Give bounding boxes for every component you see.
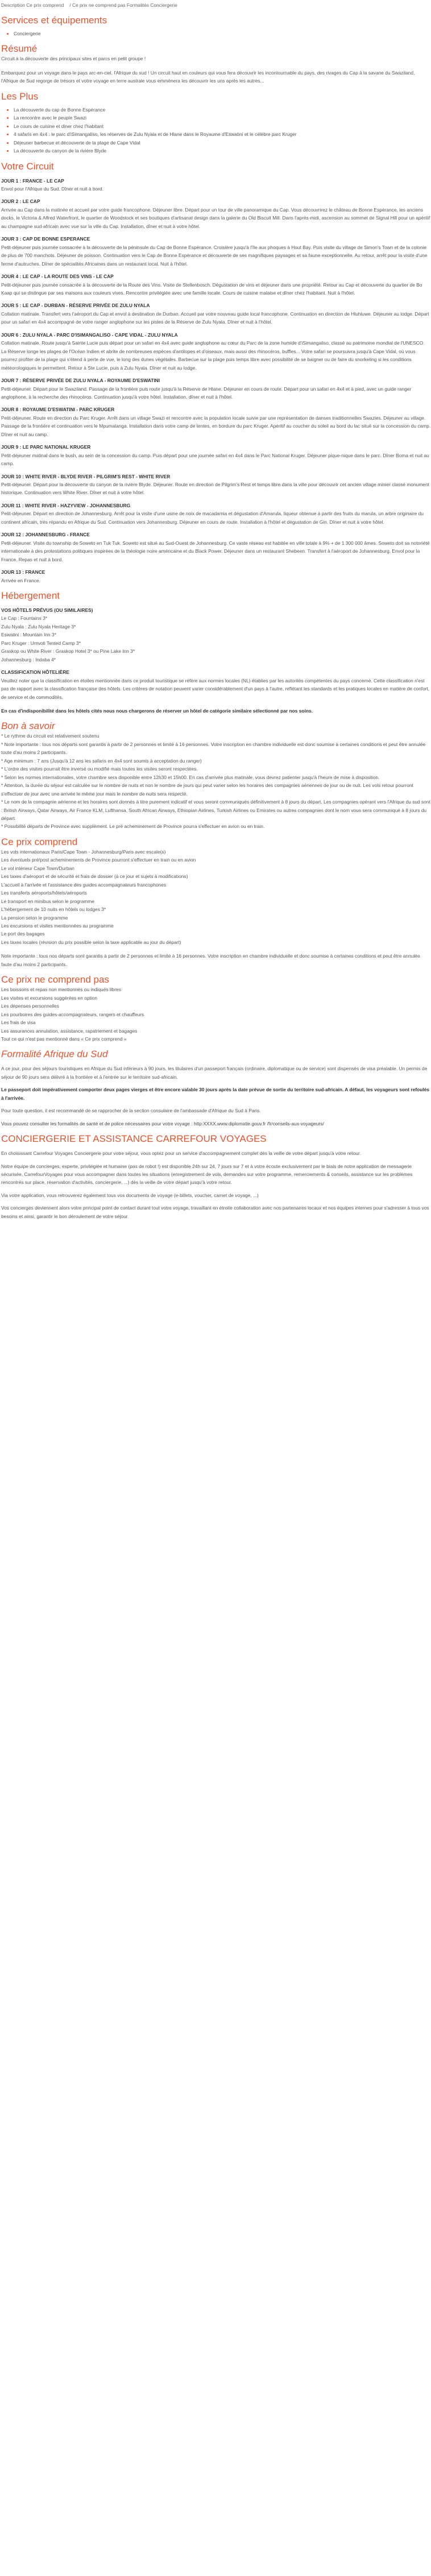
prix-ne-comprend-pas-list — [0, 985, 431, 1043]
itinerary — [0, 177, 431, 585]
day-title: JOUR 6 : ZULU NYALA - PARC D'ISIMANGALISO - CAPE VIDAL - ZULU NYALA — [1, 332, 178, 338]
day-title: JOUR 13 : FRANCE — [1, 569, 45, 575]
excluded-item: Les frais de visa — [1, 1020, 36, 1026]
services-title: Services et équipements — [1, 15, 107, 26]
day-title: JOUR 7 : RÉSERVE PRIVÉE DE ZULU NYALA - ROYAUME D'ESWATINI — [1, 378, 160, 384]
formalite-link[interactable]: Vous pouvez consulter les formalités de santé et de police nécessaires pour votre voyage : http:XXXX.www.diplomatie.gouv.fr /fr/conseils-aux-voyageurs/ — [1, 1120, 324, 1127]
day-4 — [1, 272, 431, 297]
included-item: L'accueil à l'arrivée et l'assistance des guides accompagnateurs francophones — [1, 881, 167, 888]
prix-comprend-title: Ce prix comprend — [1, 836, 78, 847]
day-11 — [1, 502, 431, 526]
day-7 — [1, 376, 431, 401]
hotel-item: Zulu Nyala : Zulu Nyala Heritage 3* — [1, 623, 76, 629]
plus-list — [0, 106, 431, 155]
day-3 — [1, 235, 431, 268]
day-13 — [1, 568, 431, 585]
day-desc: Petit-déjeuner. Route en direction du Parc Kruger. Arrêt dans un village Swazi et rencontre avec la population locale suivie par une représentation de danses traditionnelles Swazies. Déjeuner au village. Passage de la frontière et continuation vers le Mpumalanga. Installation dans votre camp de tentes, en bordure du parc Kruger. Apéritif au coucher du soleil au bord du lac situé sur la concession du camp. Dîner et nuit au camp. — [1, 415, 431, 437]
plus-item: • La rencontre avec le peuple Swazi — [14, 114, 431, 122]
day-desc: Petit-déjeuner. Départ en direction de Johannesburg. Arrêt pour la visite d'une usine de noix de macadamia et dégustation d'Amarula, liqueur obtenue à partir des fruits du marula, un arbre originaire du continent africain, très répandu en Afrique du Sud. Continuation vers Johannesburg. Déjeuner en cours de route. Installation à l'hôtel et dégustation de Gin. Dîner et nuit à votre hôtel. — [1, 511, 424, 525]
day-1 — [1, 177, 431, 193]
excluded-item: Les pourboires des guides-accompagnateurs, rangers et chauffeurs — [1, 1011, 144, 1017]
included-item: Le port des bagages — [1, 931, 45, 937]
plus-item: • Déjeuner barbecue et découverte de la plage de Cape Vidal — [14, 139, 431, 147]
excluded-item: Tout ce qui n'est pas mentionné dans « Ce prix comprend » — [1, 1036, 127, 1042]
conciergerie-p2: Notre équipe de concierges, experte, privilégiée et humaine (pas de robot !) est disponible 24h sur 24, 7 jours sur 7 et à votre écoute exclusivement par le biais de notre application de messagerie sécurisée, CarrefourVoyages pour vous accompagner dans toutes les situations (enregistrement de vols, demandes sur votre programme, remerciements & conseils, assistance sur les problèmes rencontrés sur place, réservation d'activités, conciergerie, ...) dès la veille de votre départ jusqu'à votre retour. — [1, 1163, 413, 1186]
excluded-item: Les assurances annulation, assistance, rapatriement et bagages — [1, 1028, 138, 1034]
plus-item: • Le cours de cuisine et diner chez l'habitant — [14, 122, 431, 130]
excluded-item: Les boissons et repas non mentionnés ou indiqués libres — [1, 987, 121, 993]
day-8 — [1, 405, 431, 438]
day-title: JOUR 11 : WHITE RIVER - HAZYVIEW - JOHANNESBURG — [1, 502, 131, 508]
included-item: Le transport en minibus selon le programme — [1, 898, 94, 904]
day-desc: Petit-déjeuner puis journée consacrée à la découverte de la péninsule du Cap de Bonne Espérance. Croisière jusqu'à l'île aux phoques à Hout Bay. Puis visite du village de Simon's Town et de la colonie de plus de 700 manchots. Déjeuner de poisson. Continuation vers le Cap de Bonne Espérance et découverte de ses magnifiques paysages et sa faune exceptionnelle. Au retour, arrêt pour la visite d'une ferme d'autruches. Dîner de spécialités Africaines dans un restaurant local. Nuit à l'hôtel. — [1, 244, 428, 267]
hebergement-title: Hébergement — [1, 590, 60, 602]
services-item: • Conciergerie — [14, 30, 431, 38]
included-item: Les éventuels pré/post acheminements de Province pourront s'effectuer en train ou en avion — [1, 857, 196, 863]
day-title: JOUR 2 : LE CAP — [1, 198, 40, 205]
conciergerie-block — [0, 1149, 431, 1220]
included-item: Les taxes d'aéroport et de sécurité et frais de dossier (à ce jour et sujets à modifications) — [1, 873, 188, 880]
plus-item: • 4 safaris en 4x4 : le parc d'iSimangaliso, les réserves de Zulu Nyala et de Hlane dans le Royaume d'Eswatini et le célèbre parc Kruger — [14, 130, 431, 138]
day-title: JOUR 5 : LE CAP - DURBAN - RÉSERVE PRIVÉE DE ZULU NYALA — [1, 303, 150, 309]
plus-title: Les Plus — [1, 90, 39, 102]
day-title: JOUR 10 : WHITE RIVER - BLYDE RIVER - PILGRIM'S REST - WHITE RIVER — [1, 473, 171, 479]
included-item: L'hébergement de 10 nuits en hôtels ou lodges 3* — [1, 906, 106, 913]
day-desc: Arrivée au Cap dans la matinée et accueil par votre guide francophone. Déjeuner libre. Départ pour un tour de ville panoramique du Cap. Vous découvrirez le château de Bonne Espérance, les anciens docks, le Victoria & Alfred Waterfront, le quartier de Woodstock et ses boutiques d'artisanat design dans la galerie du Old Biscuit Mill. Dans l'après-midi, ascension au sommet de Signal Hill pour un apéritif au champagne sud-africain avec vue sur la ville du Cap. Installation, dîner et nuit à votre hôtel. — [1, 206, 430, 229]
day-title: JOUR 3 : CAP DE BONNE ESPERANCE — [1, 236, 90, 242]
hotel-item: Eswatini : Mountain Inn 3* — [1, 632, 56, 638]
hotel-item: Graskop ou White River : Graskop Hotel 3* ou Pine Lake Inn 3* — [1, 648, 135, 655]
info-line: * L'ordre des visites pourrait être inversé ou modifié mais toutes les visites seront respectées. — [1, 766, 198, 772]
day-12 — [1, 531, 431, 564]
resume-text: Embarquez pour un voyage dans le pays arc-en-ciel, l'Afrique du sud ! Un circuit haut en couleurs qui vous fera découvrir les incontournable du pays, des rivages du Cap à la savane du Swaziland, l'Afrique de Sud regorge de trésors et votre voyage en terre australe vous emmènera les découvrir les uns après les autres... — [1, 69, 415, 84]
services-list — [0, 30, 431, 38]
day-title: JOUR 12 : JOHANNESBURG - FRANCE — [1, 532, 90, 538]
conciergerie-p3: Via votre application, vous retrouverez également tous vos documents de voyage (e-billets, voucher, carnet de voyage, ...) — [1, 1192, 259, 1198]
info-line: * Age minimum : 7 ans (Jusqu'à 12 ans les safaris en 4x4 sont soumis à acceptation du ranger) — [1, 757, 202, 764]
excluded-item: Les dépenses personnelles — [1, 1003, 59, 1009]
day-title: JOUR 9 : LE PARC NATIONAL KRUGER — [1, 444, 91, 450]
formalite-title: Formalité Afrique du Sud — [1, 1049, 108, 1060]
day-desc: Petit-déjeuner matinal dans le bush, au sein de la concession du camp. Puis départ pour une journée safari en 4x4 dans le Parc National Kruger. Déjeuner pique-nique dans le parc. Dîner Boma et nuit au camp. — [1, 452, 429, 467]
info-line: * Le nom de la compagnie aérienne et les horaires sont donnés à titre purement indicatif et vous seront communiqués définitivement à 8 jours du départ. Les compagnies opérant vers l'Afrique du sud sont : British Airways, Qatar Airways, Air France KLM, Lufthansa, South African Airways, Ethiopian Airlines, Turkish Airlines ou Emirates ou autres compagnies dont le nom vous sera communiqué à 8 jours du départ. — [1, 799, 430, 821]
included-item: La pension selon le programme — [1, 914, 68, 921]
formalite-p1: A ce jour, pour des séjours touristiques en Afrique du Sud inférieurs à 90 jours, les titulaires d'un passeport français (ordinaire, diplomatique ou de service) sont dispensés de visa préalable. Un permis de séjour de 90 jours sera délivré à la frontière et à l'entrée sur le territoire sud-africain. — [1, 1066, 428, 1080]
formalite-p3: Pour toute question, il est recommandé de se rapprocher de la section consulaire de l'ambassade d'Afrique du Sud à Paris. — [1, 1108, 261, 1114]
day-title: JOUR 8 : ROYAUME D'ESWATINI - PARC KRUGER — [1, 407, 115, 413]
hotel-item: Johannesburg : Indaba 4* — [1, 656, 56, 662]
day-title: JOUR 4 : LE CAP - LA ROUTE DES VINS - LE CAP — [1, 274, 114, 280]
bon-a-savoir-title: Bon à savoir — [1, 720, 55, 732]
conciergerie-title: CONCIERGERIE ET ASSISTANCE CARREFOUR VOYAGES — [1, 1133, 267, 1145]
day-9 — [1, 443, 431, 467]
resume-title: Résumé — [1, 43, 38, 55]
day-2 — [1, 197, 431, 230]
info-line: * Le rythme du circuit est relativement soutenu — [1, 733, 100, 739]
day-desc: Collation matinale. Transfert vers l'aéroport du Cap et envol à destination de Durban. Accueil par votre nouveau guide local francophone. Continuation en direction de Hluhluwe. Déjeuner au lodge. Départ pour un safari en 4x4 accompagné de votre ranger anglophone sur les pistes de la Réserve de Zulu Nyala. Dîner et nuit à l'hôtel. — [1, 310, 429, 325]
day-desc: Arrivée en France. — [1, 577, 40, 583]
included-item: Les excursions et visites mentionnées au programme — [1, 922, 114, 929]
hotel-note: En cas d'indisponibilité dans les hôtels cités nous nous chargerons de réserver un hôtel de catégorie similaire sélectionné par nos soins. — [1, 708, 313, 714]
day-6 — [1, 331, 431, 372]
hotel-list — [0, 614, 431, 664]
prix-comprend-note: Note importante : tous nos départs sont garantis à partir de 2 personnes et limité à 16 personnes. Votre inscription en chambre individuelle et donc soumise à certaines conditions et peut être annulée faute d'au moins 2 participants. — [1, 953, 420, 967]
day-desc: Envol pour l'Afrique du Sud. Dîner et nuit à bord. — [1, 185, 103, 192]
day-10 — [1, 473, 431, 497]
plus-item: • La découverte du canyon de la rivière Blyde — [14, 147, 431, 155]
included-item: Les transferts aéroports/hôtels/aéroports — [1, 890, 87, 896]
info-line: * Selon les normes internationales, votre chambre sera disponible entre 12h30 et 15h00. En cas d'arrivée plus matinale, vous devrez patienter jusqu'à l'heure de mise à disposition. — [1, 774, 380, 780]
plus-item: • La découverte du cap de Bonne Espérance — [14, 106, 431, 114]
circuit-title: Votre Circuit — [1, 160, 54, 172]
resume-intro: Circuit à la découverte des principaux sites et parcs en petit groupe ! — [1, 56, 146, 62]
hotel-item: Parc Kruger : Umvoti Tented Camp 3* — [1, 640, 81, 646]
bon-a-savoir-list — [0, 732, 431, 830]
classification-title: CLASSIFICATION HÔTELIÈRE — [1, 669, 69, 676]
tab-prix[interactable]: / Ce prix ne comprend pas Formalités Conciergerie — [69, 2, 177, 8]
info-line: * Possibilité départs de Province avec supplément. Le pré acheminement de Province pourra s'effectuer en avion ou en train. — [1, 823, 265, 830]
day-desc: Petit-déjeuner puis journée consacrée à la découverte de la Route des Vins. Visite de Stellenbosch. Dégustation de vins et déjeuner dans une propriété. Retour au Cap et découverte du quartier de Bo Kaap qui se distingue par ses maisons aux couleurs vives. Rencontre privilégiée avec une famille locale. Cours de cuisine malaise et dîner chez l'habitant. Nuit à l'hôtel. — [1, 281, 422, 296]
included-item: Les vols internationaux Paris/Cape Town - Johannesburg/Paris avec escale(s) — [1, 848, 166, 855]
prix-comprend-list — [0, 848, 431, 946]
formalite-p2: Le passeport doit impérativement comporter deux pages vierges et être encore valable 30 jours après la date prévue de sortie du territoire sud-africain. A défaut, les voyageurs sont refoulés à l'arrivée. — [1, 1087, 429, 1101]
formalite-block — [0, 1065, 431, 1128]
day-5 — [1, 301, 431, 326]
conciergerie-p4: Vos concierges deviennent alors votre principal point de contact durant tout votre voyage, travaillant en étroite collaboration avec nos partenaires locaux et nos équipes internes pour s'adresser à tous vos besoins et ainsi, garantir le bon déroulement de votre séjour. — [1, 1205, 429, 1219]
day-desc: Petit-déjeuner. Visite du township de Soweto en Tuk Tuk. Soweto est situé au Sud-Ouest de Johannesburg. Ce vaste réseau est habitée en ville totale à 9% + de 1 300 000 âmes. Soweto doit sa notoriété internationale à des protestations politiques inspirées de la théologie noire américaine et du Black Power. Déjeuner dans un restaurant Shebeen. Transfert à l'aéroport de Johannesburg. Envol pour la France. Repas et nuit à bord. — [1, 540, 430, 562]
tabs-bar — [0, 0, 431, 9]
hotels-subtitle: VOS HÔTELS PRÉVUS (OU SIMILAIRES) — [1, 607, 93, 614]
day-title: JOUR 1 : FRANCE - LE CAP — [1, 177, 64, 184]
conciergerie-p1: En choisissant Carrefour Voyages Conciergerie pour votre séjour, vous optez pour un service d'accompagnement complet dès la veille de votre départ jusqu'à votre retour. — [1, 1150, 361, 1157]
prix-ne-comprend-pas-title: Ce prix ne comprend pas — [1, 974, 109, 985]
included-item: Le vol intérieur Cape Town/Durban — [1, 865, 74, 871]
tab-description[interactable]: Description Ce prix comprend — [1, 2, 64, 8]
page — [0, 0, 431, 1234]
day-desc: Petit-déjeuner. Départ pour la découverte du canyon de la rivière Blyde. Déjeuner. Route en direction de Pilgrim's Rest et temps libre dans la ville pour découvrir cet ancien village minier classé monument historique. Continuation vers White River. Dîner et nuit à votre hôtel. — [1, 482, 429, 496]
info-line: * Note importante : tous nos départs sont garantis à partir de 2 personnes et limité à 16 personnes. Votre inscription en chambre individuelle est donc soumise à certaines conditions et peut être annulée toute d'au moins 2 participants. — [1, 741, 426, 756]
day-desc: Collation matinale. Route jusqu'à Sainte Lucie puis départ pour un safari en 4x4 avec guide anglophone au cœur du Parc de la zone humide d'iSimangaliso, classé au patrimoine mondial de l'UNESCO. La Réserve longe les plages de l'Océan Indien et abrite de nombreuses espèces d'antilopes et d'oiseaux, mais aussi des rhinocéros, buffles... Votre safari se poursuivra jusqu'à Cape Vidal, où vous pourrez profiter de la plage qui s'étend à perte de vue, le long des dunes végétales. Barbecue sur la plage puis temps libre avec possibilité de se baigner ou de faire du snorkeling si les conditions météorologiques le permettent. Retour à Ste Lucie, puis à Zulu Nyala. Dîner et nuit au lodge. — [1, 340, 425, 371]
day-desc: Petit-déjeuner. Départ pour le Swaziland. Passage de la frontière puis route jusqu'à la Réserve de Hlane. Déjeuner en cours de route. Départ pour un safari en 4x4 et à pied, avec un guide ranger anglophone, à la recherche des rhinocéros. Continuation jusqu'à votre hôtel. Installation, dîner et nuit à l'hôtel. — [1, 386, 412, 400]
hotel-item: Le Cap : Fountains 3* — [1, 615, 48, 622]
classification-text: Veuillez noter que la classification en étoiles mentionnée dans ce produit touristique se réfère aux normes locales (NL) établies par les autorités compétentes du pays concerné. Cette classification n'est pas de rapport avec la classification française des hôtels. Les critères de notation peuvent varier considérablement d'un pays à l'autre, reflétant les standards et les pratiques locales en matière de confort, de service et de commodités. — [1, 677, 430, 700]
included-item: Les taxes locales (révision du prix possible selon la taxe applicable au jour du départ) — [1, 939, 181, 945]
excluded-item: Les visites et excursions suggérées en option — [1, 995, 97, 1001]
info-line: * Attention, la durée du séjour est calculée sur le nombre de nuits et non le nombre de jours qui peut varier selon les horaires des compagnies aériennes de jour ou de nuit. Les vols retour pourront s'effectuer de jour avec une arrivée le même jour mais le nombre de nuits sera respecté. — [1, 782, 413, 797]
